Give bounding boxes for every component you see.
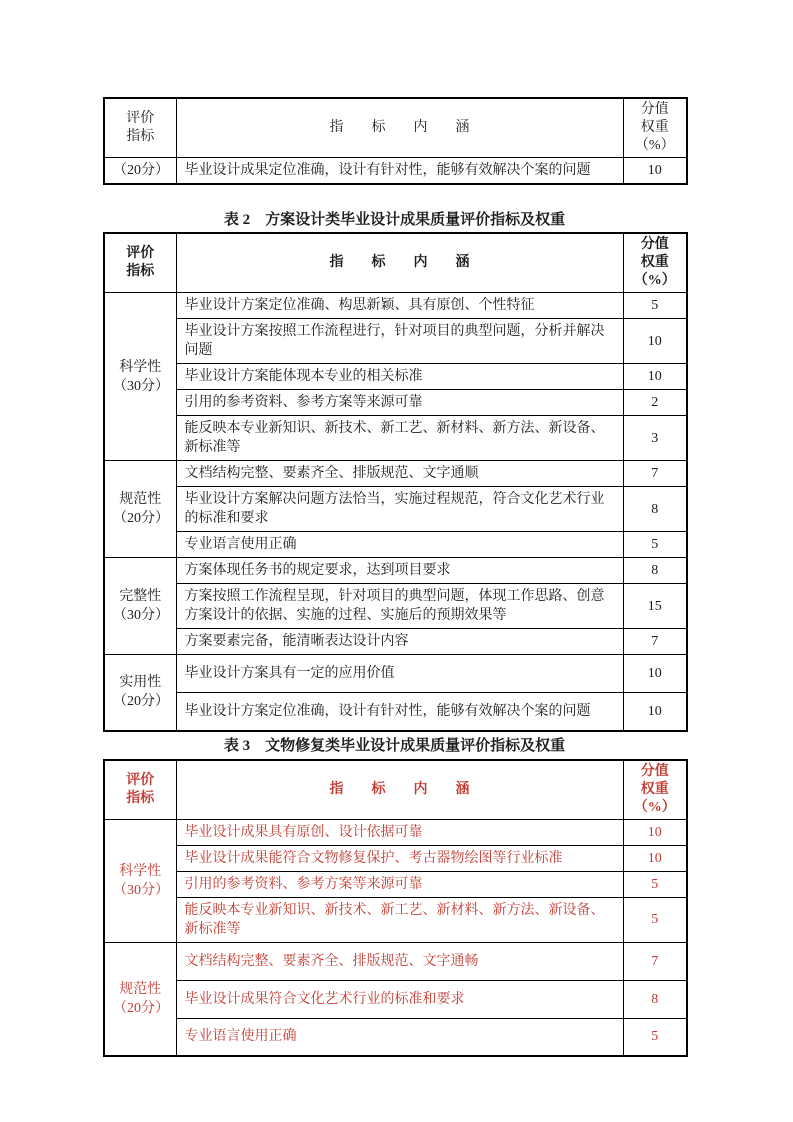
score-weight-cell: 5 [623, 1018, 687, 1056]
table-row [104, 584, 687, 629]
score-weight-cell: 2 [623, 390, 687, 416]
score-weight-cell: 5 [623, 293, 687, 319]
score-weight-cell: 10 [623, 364, 687, 390]
table-row [104, 293, 687, 319]
table-row [104, 532, 687, 558]
table-row [104, 942, 687, 980]
table-row [104, 629, 687, 655]
score-weight-cell: 5 [623, 532, 687, 558]
header-indicator-content: 指 标 内 涵 [176, 233, 623, 293]
header-indicator-content: 指 标 内 涵 [176, 760, 623, 820]
table-row [104, 390, 687, 416]
group-label-cell: 完整性 （30分） [104, 558, 176, 655]
indicator-content-cell: 毕业设计方案定位准确、构思新颖、具有原创、个性特征 [176, 293, 623, 319]
indicator-content-cell: 能反映本专业新知识、新技术、新工艺、新材料、新方法、新设备、新标准等 [176, 897, 623, 942]
score-weight-cell: 5 [623, 897, 687, 942]
score-weight-cell: 10 [623, 819, 687, 845]
header-score-weight: 分值 权重 （%） [623, 233, 687, 293]
header-indicator-content: 指 标 内 涵 [176, 98, 623, 158]
table-row [104, 845, 687, 871]
indicator-content-cell: 引用的参考资料、参考方案等来源可靠 [176, 871, 623, 897]
score-weight-cell: 8 [623, 980, 687, 1018]
header-eval-indicator: 评价 指标 [104, 233, 176, 293]
indicator-content-cell: 毕业设计方案定位准确，设计有针对性，能够有效解决个案的问题 [176, 693, 623, 731]
table-row [104, 819, 687, 845]
relic-restoration-evaluation-table [103, 759, 688, 1058]
group-label-cell: （20分） [104, 158, 176, 185]
header-score-weight: 分值 权重 （%） [623, 98, 687, 158]
score-weight-cell: 10 [623, 319, 687, 364]
table-header-row [104, 233, 687, 293]
indicator-content-cell: 专业语言使用正确 [176, 532, 623, 558]
score-weight-cell: 10 [623, 693, 687, 731]
table-row [104, 158, 687, 185]
indicator-content-cell: 毕业设计成果定位准确，设计有针对性，能够有效解决个案的问题 [176, 158, 623, 185]
group-label-cell: 科学性 （30分） [104, 819, 176, 942]
indicator-content-cell: 毕业设计方案按照工作流程进行，针对项目的典型问题，分析并解决问题 [176, 319, 623, 364]
score-weight-cell: 7 [623, 461, 687, 487]
table-row [104, 655, 687, 693]
indicator-content-cell: 毕业设计方案解决问题方法恰当，实施过程规范，符合文化艺术行业的标准和要求 [176, 487, 623, 532]
indicator-content-cell: 方案要素完备，能清晰表达设计内容 [176, 629, 623, 655]
score-weight-cell: 10 [623, 158, 687, 185]
indicator-content-cell: 方案按照工作流程呈现，针对项目的典型问题，体现工作思路、创意方案设计的依据、实施的过程、实施后的预期效果等 [176, 584, 623, 629]
evaluation-table-continued [103, 97, 688, 185]
indicator-content-cell: 毕业设计方案能体现本专业的相关标准 [176, 364, 623, 390]
table-header-row [104, 760, 687, 820]
table-row [104, 1018, 687, 1056]
indicator-content-cell: 毕业设计成果能符合文物修复保护、考古器物绘图等行业标准 [176, 845, 623, 871]
indicator-content-cell: 毕业设计方案具有一定的应用价值 [176, 655, 623, 693]
indicator-content-cell: 毕业设计成果具有原创、设计依据可靠 [176, 819, 623, 845]
score-weight-cell: 7 [623, 629, 687, 655]
score-weight-cell: 10 [623, 845, 687, 871]
table-row [104, 461, 687, 487]
score-weight-cell: 8 [623, 487, 687, 532]
header-score-weight: 分值 权重 （%） [623, 760, 687, 820]
indicator-content-cell: 毕业设计成果符合文化艺术行业的标准和要求 [176, 980, 623, 1018]
score-weight-cell: 15 [623, 584, 687, 629]
score-weight-cell: 10 [623, 655, 687, 693]
indicator-content-cell: 能反映本专业新知识、新技术、新工艺、新材料、新方法、新设备、新标准等 [176, 416, 623, 461]
indicator-content-cell: 引用的参考资料、参考方案等来源可靠 [176, 390, 623, 416]
top-margin [0, 0, 793, 97]
indicator-content-cell: 专业语言使用正确 [176, 1018, 623, 1056]
table3-title: 表 3 文物修复类毕业设计成果质量评价指标及权重 [223, 737, 566, 754]
score-weight-cell: 5 [623, 871, 687, 897]
group-label-cell: 实用性 （20分） [104, 655, 176, 731]
score-weight-cell: 7 [623, 942, 687, 980]
score-weight-cell: 3 [623, 416, 687, 461]
header-eval-indicator: 评价 指标 [104, 98, 176, 158]
table-row [104, 487, 687, 532]
table-row [104, 693, 687, 731]
indicator-content-cell: 文档结构完整、要素齐全、排版规范、文字通顺 [176, 461, 623, 487]
indicator-content-cell: 文档结构完整、要素齐全、排版规范、文字通畅 [176, 942, 623, 980]
scheme-design-evaluation-table [103, 232, 688, 732]
group-label-cell: 规范性 （20分） [104, 461, 176, 558]
table-row [104, 364, 687, 390]
table2-title: 表 2 方案设计类毕业设计成果质量评价指标及权重 [223, 212, 566, 228]
header-eval-indicator: 评价 指标 [104, 760, 176, 820]
table-row [104, 980, 687, 1018]
table-row [104, 897, 687, 942]
group-label-cell: 科学性 （30分） [104, 293, 176, 461]
table-header-row [104, 98, 687, 158]
indicator-content-cell: 方案体现任务书的规定要求，达到项目要求 [176, 558, 623, 584]
group-label-cell: 规范性 （20分） [104, 942, 176, 1056]
score-weight-cell: 8 [623, 558, 687, 584]
table-row [104, 319, 687, 364]
table-row [104, 416, 687, 461]
table-row [104, 558, 687, 584]
table-row [104, 871, 687, 897]
